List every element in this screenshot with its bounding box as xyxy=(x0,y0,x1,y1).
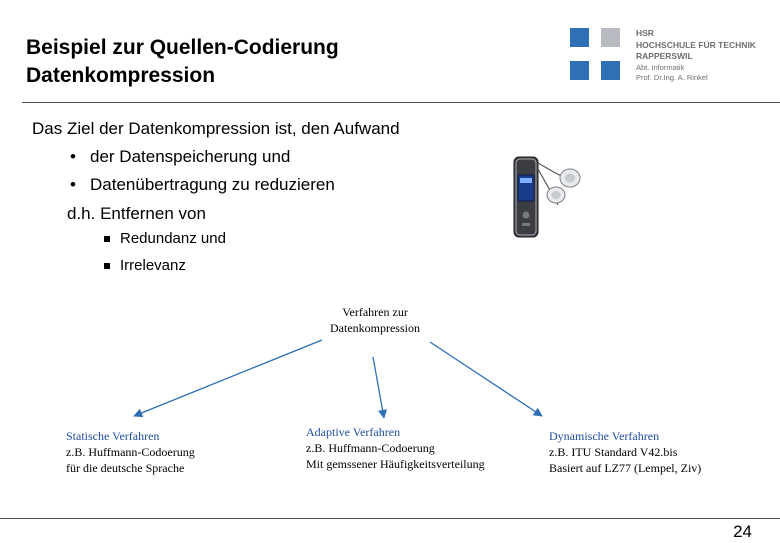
arrow-to-adaptive xyxy=(373,357,384,418)
node-heading: Statische Verfahren xyxy=(66,429,160,443)
intro-text: Das Ziel der Datenkompression ist, den Aufwand xyxy=(32,119,400,138)
node-line: z.B. Huffmann-Codoerung xyxy=(66,445,195,459)
page-number: 24 xyxy=(733,522,752,541)
arrow-to-statische xyxy=(134,340,322,416)
root-line-2: Datenkompression xyxy=(330,321,420,335)
node-heading: Dynamische Verfahren xyxy=(549,429,660,443)
logo-line-4: Abt. Informatik xyxy=(636,62,685,72)
node-line: für die deutsche Sprache xyxy=(66,461,185,475)
sub-bullet-item: Irrelevanz xyxy=(120,257,186,274)
title-line-2: Datenkompression xyxy=(26,64,216,87)
arrow-to-dynamische xyxy=(430,342,542,416)
root-line-1: Verfahren zur xyxy=(342,305,408,319)
node-line: Basiert auf LZ77 (Lempel, Ziv) xyxy=(549,461,702,475)
logo-line-5: Prof. Dr.Ing. A. Rinkel xyxy=(636,73,708,82)
node-line: z.B. ITU Standard V42.bis xyxy=(549,445,678,459)
bullet-item: Datenübertragung zu reduzieren xyxy=(90,175,335,194)
logo-line-3: RAPPERSWIL xyxy=(636,51,693,61)
bullet-item: der Datenspeicherung und xyxy=(90,147,291,166)
bullet-dot: • xyxy=(70,175,76,194)
bullet-dot: • xyxy=(70,147,76,166)
node-statische xyxy=(66,428,195,476)
dh-text: d.h. Entfernen von xyxy=(67,204,206,223)
footer-divider xyxy=(0,518,780,519)
logo-line-1: HSR xyxy=(636,28,654,38)
node-heading: Adaptive Verfahren xyxy=(306,425,401,439)
node-dynamische xyxy=(549,428,701,476)
node-line: Mit gemssener Häufigkeitsverteilung xyxy=(306,457,485,471)
node-adaptive xyxy=(306,424,485,472)
node-line: z.B. Huffmann-Codoerung xyxy=(306,441,435,455)
logo-line-2: HOCHSCHULE FÜR TECHNIK xyxy=(636,39,756,50)
title-line-1: Beispiel zur Quellen-Codierung xyxy=(26,36,339,59)
sub-bullet-item: Redundanz und xyxy=(120,230,226,247)
